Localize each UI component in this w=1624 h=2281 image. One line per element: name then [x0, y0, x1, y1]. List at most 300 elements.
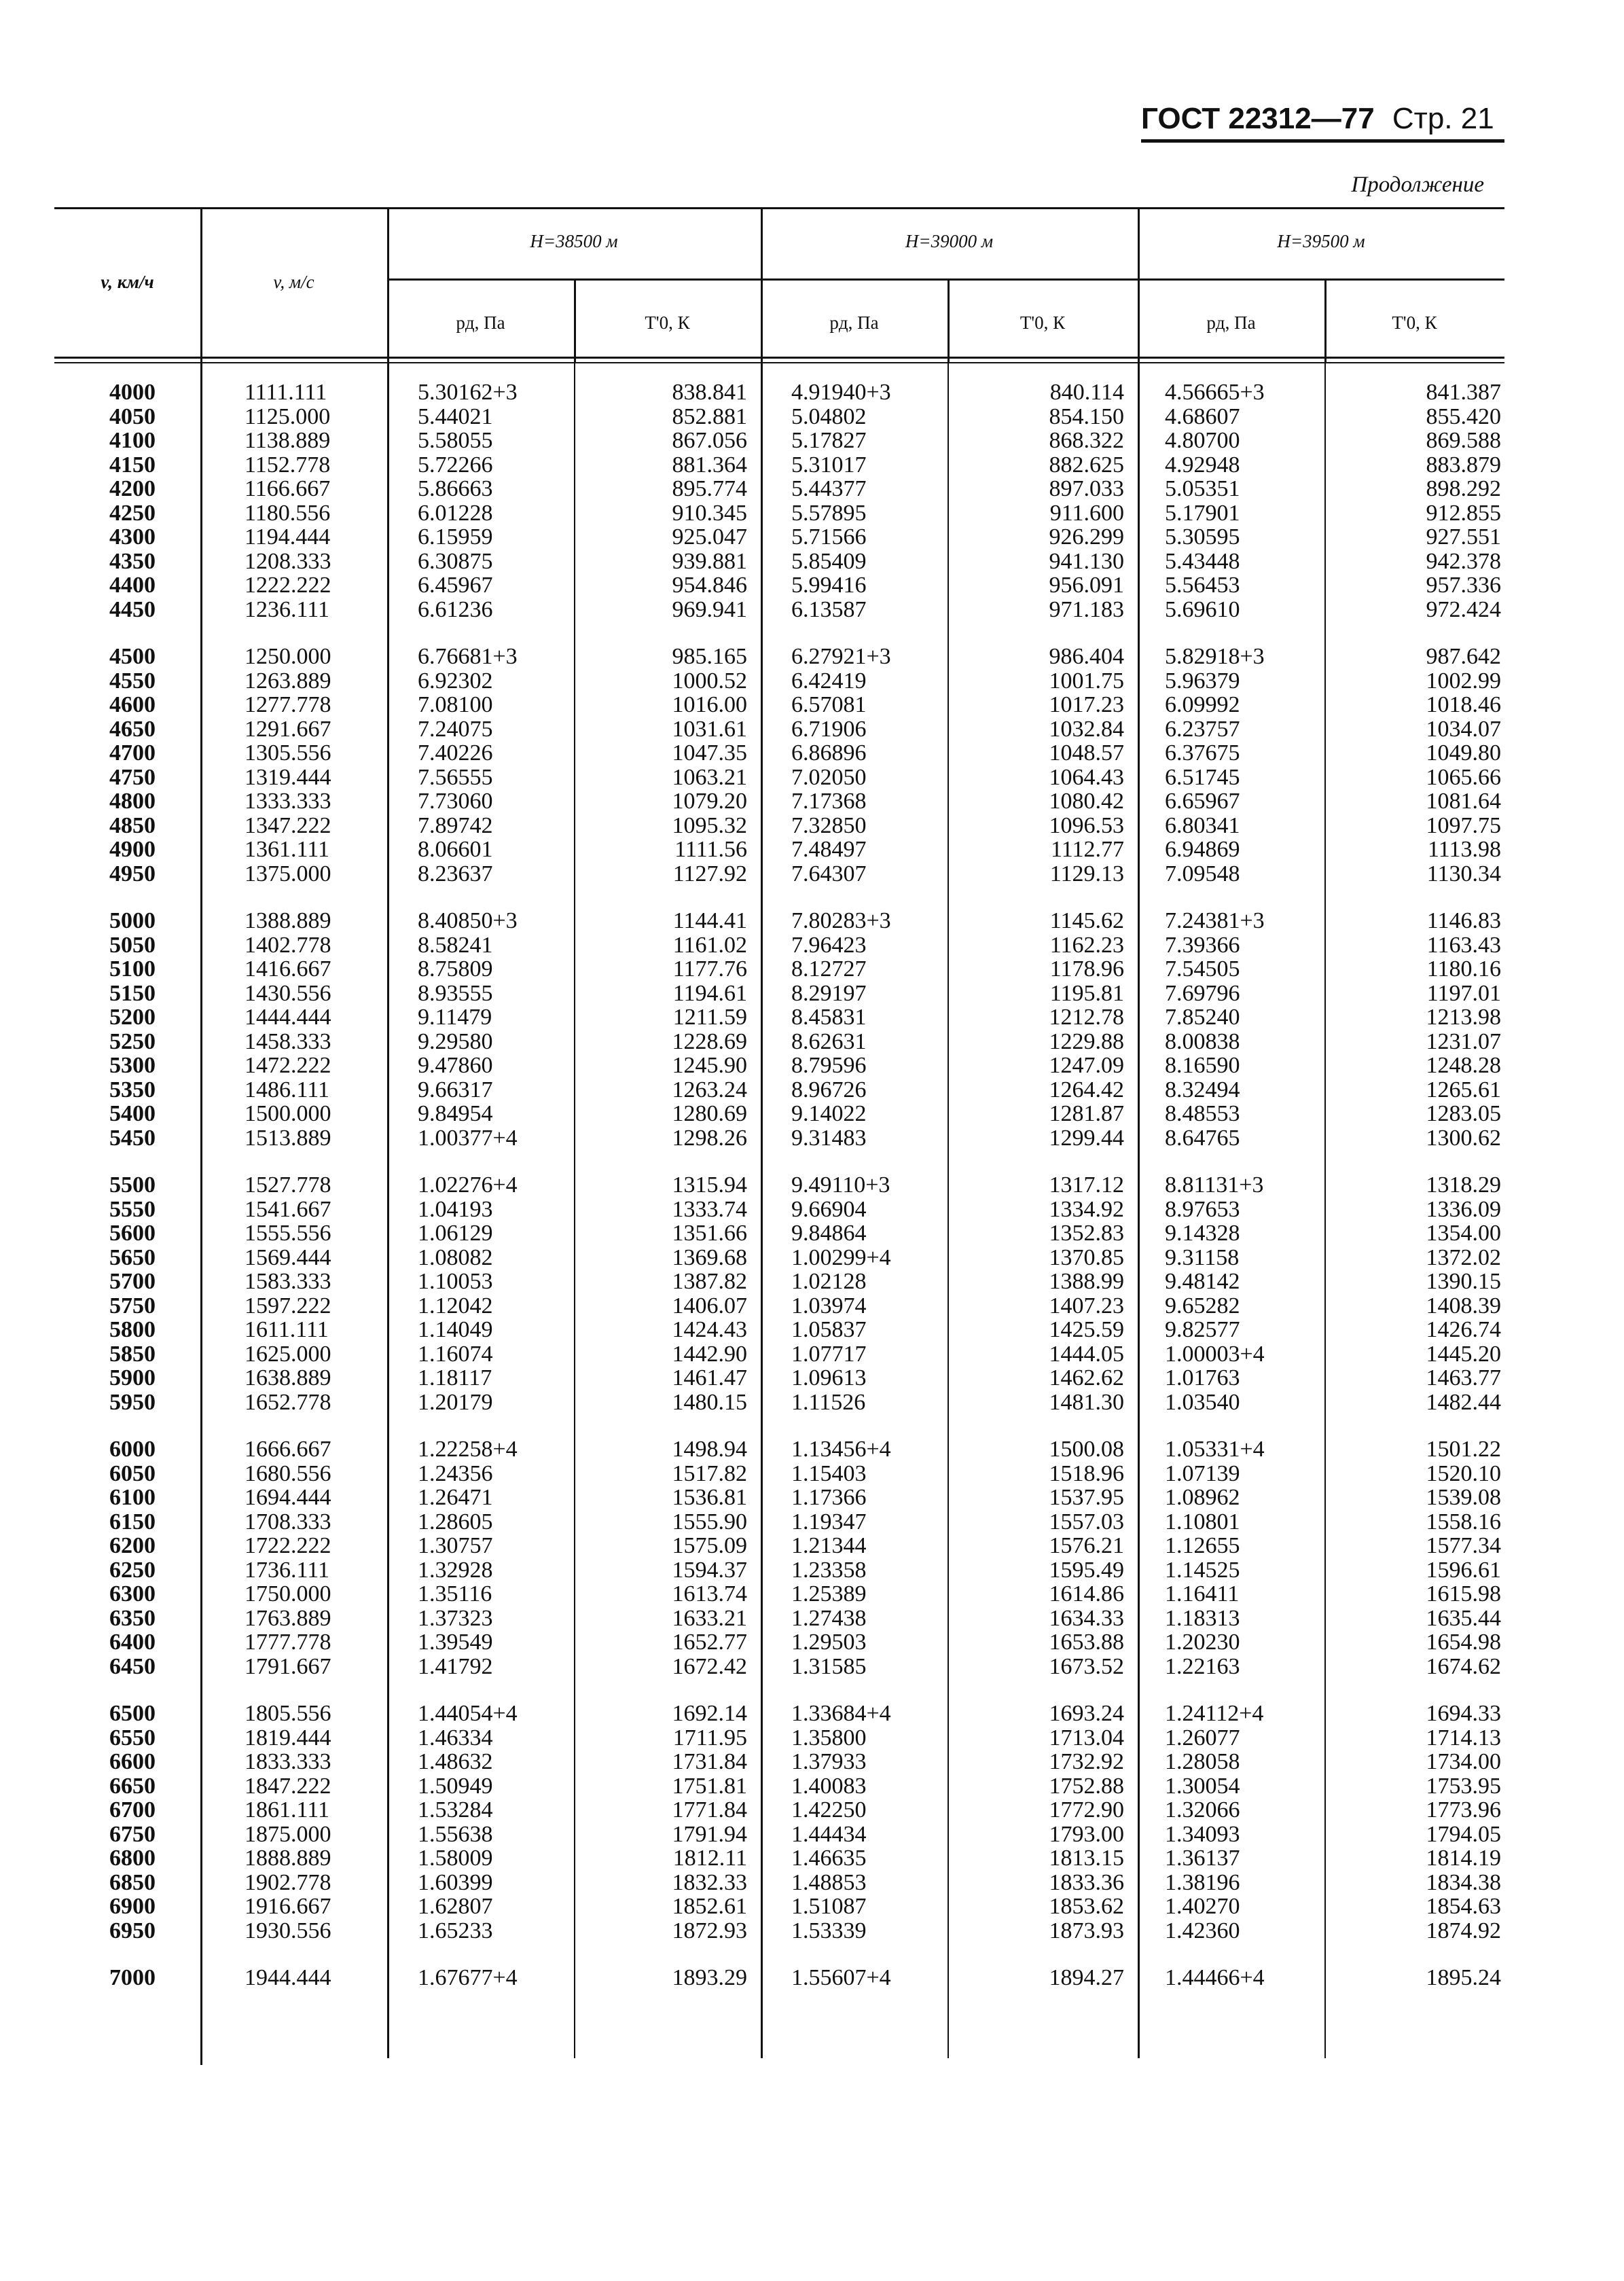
table-cell: 8.81131+3 [1165, 1172, 1264, 1198]
table-cell: 1833.333 [245, 1749, 331, 1774]
table-cell: 1500.08 [1049, 1437, 1124, 1462]
table-cell: 1263.889 [245, 668, 331, 694]
table-cell: 1481.30 [1049, 1389, 1124, 1415]
table-cell: 6.27921+3 [791, 644, 891, 669]
table-cell: 1228.69 [672, 1028, 747, 1054]
table-cell: 1281.87 [1049, 1101, 1124, 1126]
table-cell: 1537.95 [1049, 1485, 1124, 1510]
table-cell: 4.92948 [1165, 452, 1240, 478]
table-cell: 1.25389 [791, 1581, 867, 1606]
table-cell: 6300 [109, 1581, 156, 1606]
table-row [54, 429, 1504, 453]
table-cell: 1594.37 [672, 1557, 747, 1583]
table-cell: 1305.556 [245, 740, 331, 766]
table-cell: 6.57081 [791, 692, 867, 717]
table-cell: 5400 [109, 1101, 156, 1126]
table-cell: 9.66904 [791, 1196, 867, 1222]
table-row [54, 405, 1504, 429]
table-cell: 1245.90 [672, 1053, 747, 1078]
table-cell: 5.58055 [418, 428, 493, 453]
table-cell: 1277.778 [245, 692, 331, 717]
table-cell: 4150 [109, 452, 156, 478]
table-cell: 9.84864 [791, 1221, 867, 1246]
table-cell: 8.45831 [791, 1005, 867, 1030]
table-cell: 9.49110+3 [791, 1172, 890, 1198]
table-cell: 1049.80 [1426, 740, 1501, 766]
table-cell: 8.32494 [1165, 1077, 1240, 1102]
table-cell: 1.00299+4 [791, 1244, 891, 1270]
table-cell: 1333.74 [672, 1196, 747, 1222]
table-cell: 1180.16 [1426, 956, 1501, 982]
table-cell: 6800 [109, 1846, 156, 1871]
table-cell: 6.71906 [791, 716, 867, 742]
table-cell: 1773.96 [1426, 1797, 1501, 1822]
table-cell: 1.00003+4 [1165, 1341, 1265, 1367]
table-cell: 4300 [109, 524, 156, 550]
table-row [54, 550, 1504, 574]
table-cell: 1018.46 [1426, 692, 1501, 717]
table-cell: 855.420 [1426, 403, 1501, 429]
table-row [54, 1966, 1504, 1990]
table-cell: 1177.76 [672, 956, 747, 982]
table-cell: 1300.62 [1426, 1125, 1501, 1151]
table-cell: 1248.28 [1426, 1053, 1501, 1078]
table-cell: 1751.81 [672, 1773, 747, 1799]
table-cell: 1.37323 [418, 1605, 493, 1631]
table-cell: 6850 [109, 1869, 156, 1895]
table-cell: 6200 [109, 1533, 156, 1558]
table-cell: 6.51745 [1165, 764, 1240, 790]
table-cell: 5.82918+3 [1165, 644, 1265, 669]
header-pd-1: pд, Па [456, 312, 505, 333]
table-cell: 1211.59 [672, 1005, 747, 1030]
table-cell: 1674.62 [1426, 1653, 1501, 1679]
table-cell: 1370.85 [1049, 1244, 1124, 1270]
table-cell: 1.28605 [418, 1509, 493, 1534]
table-cell: 1.42360 [1165, 1918, 1240, 1943]
table-cell: 1693.24 [1049, 1701, 1124, 1726]
row-group [54, 645, 1504, 886]
table-cell: 1.01763 [1165, 1365, 1240, 1390]
table-cell: 1.29503 [791, 1630, 867, 1655]
table-cell: 1146.83 [1426, 908, 1501, 933]
table-cell: 1299.44 [1049, 1125, 1124, 1151]
table-cell: 7.24381+3 [1165, 908, 1265, 933]
table-cell: 1575.09 [672, 1533, 747, 1558]
table-cell: 6350 [109, 1605, 156, 1631]
table-cell: 1597.222 [245, 1293, 331, 1318]
table-cell: 939.881 [672, 548, 747, 574]
table-cell: 5.96379 [1165, 668, 1240, 694]
table-cell: 1152.778 [245, 452, 331, 478]
table-cell: 1.44434 [791, 1821, 867, 1847]
table-cell: 1635.44 [1426, 1605, 1501, 1631]
table-cell: 1.35116 [418, 1581, 492, 1606]
table-row [54, 1054, 1504, 1078]
page-number: Стр. 21 [1392, 102, 1494, 135]
table-cell: 1.14049 [418, 1317, 493, 1342]
table-cell: 1.07717 [791, 1341, 867, 1367]
table-cell: 1.30054 [1165, 1773, 1240, 1799]
table-cell: 5.43448 [1165, 548, 1240, 574]
table-cell: 1576.21 [1049, 1533, 1124, 1558]
table-row [54, 1221, 1504, 1246]
table-cell: 5550 [109, 1196, 156, 1222]
table-row [54, 1366, 1504, 1390]
table-cell: 1861.111 [245, 1797, 329, 1822]
table-cell: 1500.000 [245, 1101, 331, 1126]
table-cell: 1.15403 [791, 1460, 867, 1486]
table-cell: 852.881 [672, 403, 747, 429]
table-cell: 4650 [109, 716, 156, 742]
table-cell: 1793.00 [1049, 1821, 1124, 1847]
table-cell: 7.17368 [791, 789, 867, 814]
table-cell: 7.64307 [791, 861, 867, 886]
table-cell: 1834.38 [1426, 1869, 1501, 1895]
table-cell: 1673.52 [1049, 1653, 1124, 1679]
table-cell: 1819.444 [245, 1725, 331, 1750]
table-cell: 5.71566 [791, 524, 867, 550]
table-cell: 9.29580 [418, 1028, 493, 1054]
table-cell: 1430.556 [245, 980, 331, 1006]
table-row [54, 862, 1504, 886]
table-cell: 1264.42 [1049, 1077, 1124, 1102]
table-cell: 1.08082 [418, 1244, 493, 1270]
table-cell: 1194.444 [245, 524, 331, 550]
table-cell: 1145.62 [1049, 908, 1124, 933]
table-cell: 8.58241 [418, 932, 493, 958]
table-cell: 6.65967 [1165, 789, 1240, 814]
table-cell: 1291.667 [245, 716, 331, 742]
table-cell: 6700 [109, 1797, 156, 1822]
table-cell: 1894.27 [1049, 1965, 1124, 1990]
table-cell: 1222.222 [245, 573, 331, 598]
table-cell: 1406.07 [672, 1293, 747, 1318]
table-cell: 5.44377 [791, 476, 867, 501]
table-cell: 1444.444 [245, 1005, 331, 1030]
table-row [54, 1558, 1504, 1583]
table-cell: 1791.667 [245, 1653, 331, 1679]
table-cell: 1875.000 [245, 1821, 331, 1847]
table-cell: 6600 [109, 1749, 156, 1774]
table-cell: 1372.02 [1426, 1244, 1501, 1270]
table-row [54, 1750, 1504, 1774]
table-row [54, 380, 1504, 405]
table-cell: 1611.111 [245, 1317, 329, 1342]
table-cell: 1518.96 [1049, 1460, 1124, 1486]
table-cell: 5600 [109, 1221, 156, 1246]
table-row [54, 1102, 1504, 1126]
table-row [54, 1774, 1504, 1799]
table-cell: 1652.77 [672, 1630, 747, 1655]
table-cell: 1458.333 [245, 1028, 331, 1054]
table-body [54, 380, 1504, 2013]
table-cell: 1.18117 [418, 1365, 492, 1390]
table-cell: 1.65233 [418, 1918, 493, 1943]
table-cell: 1874.92 [1426, 1918, 1501, 1943]
table-cell: 5.04802 [791, 403, 867, 429]
table-cell: 1541.667 [245, 1196, 331, 1222]
table-cell: 1501.22 [1426, 1437, 1501, 1462]
table-cell: 1263.24 [672, 1077, 747, 1102]
table-row [54, 1894, 1504, 1919]
table-cell: 1265.61 [1426, 1077, 1501, 1102]
table-cell: 1.02128 [791, 1269, 867, 1294]
table-cell: 1557.03 [1049, 1509, 1124, 1534]
table-cell: 8.96726 [791, 1077, 867, 1102]
table-cell: 1.55607+4 [791, 1965, 891, 1990]
table-cell: 1666.667 [245, 1437, 331, 1462]
table-cell: 1138.889 [245, 428, 331, 453]
table-cell: 882.625 [1049, 452, 1124, 478]
table-cell: 957.336 [1426, 573, 1501, 598]
table-cell: 1812.11 [672, 1846, 747, 1871]
table-cell: 1895.24 [1426, 1965, 1501, 1990]
header-altitude-39000: H=39000 м [905, 231, 994, 251]
table-cell: 1763.889 [245, 1605, 331, 1631]
table-cell: 8.16590 [1165, 1053, 1240, 1078]
table-cell: 1280.69 [672, 1101, 747, 1126]
table-cell: 1558.16 [1426, 1509, 1501, 1534]
table-cell: 1247.09 [1049, 1053, 1124, 1078]
table-cell: 6.94869 [1165, 837, 1240, 862]
table-cell: 6.42419 [791, 668, 867, 694]
table-row [54, 814, 1504, 838]
table-row [54, 1462, 1504, 1486]
table-cell: 1319.444 [245, 764, 331, 790]
table-row [54, 717, 1504, 742]
table-cell: 1032.84 [1049, 716, 1124, 742]
table-cell: 8.12727 [791, 956, 867, 982]
table-cell: 1.22258+4 [418, 1437, 518, 1462]
table-cell: 6.09992 [1165, 692, 1240, 717]
table-cell: 1.03974 [791, 1293, 867, 1318]
table-cell: 926.299 [1049, 524, 1124, 550]
table-cell: 7.85240 [1165, 1005, 1240, 1030]
table-row [54, 1846, 1504, 1871]
table-cell: 1208.333 [245, 548, 331, 574]
table-cell: 1517.82 [672, 1460, 747, 1486]
table-cell: 1653.88 [1049, 1630, 1124, 1655]
table-cell: 895.774 [672, 476, 747, 501]
table-cell: 1213.98 [1426, 1005, 1501, 1030]
table-row [54, 789, 1504, 814]
table-cell: 1.55638 [418, 1821, 493, 1847]
table-cell: 1063.21 [672, 764, 747, 790]
table-cell: 9.14022 [791, 1101, 867, 1126]
table-cell: 7.32850 [791, 812, 867, 838]
table-row [54, 573, 1504, 598]
header-pd-3: pд, Па [1206, 312, 1256, 333]
table-cell: 1.40083 [791, 1773, 867, 1799]
table-cell: 911.600 [1049, 500, 1124, 526]
table-cell: 1.46334 [418, 1725, 493, 1750]
table-cell: 969.941 [672, 596, 747, 622]
table-cell: 4450 [109, 596, 156, 622]
table-cell: 1634.33 [1049, 1605, 1124, 1631]
table-cell: 1034.07 [1426, 716, 1501, 742]
header-t0-3: T'0, К [1392, 312, 1437, 333]
table-cell: 1113.98 [1428, 837, 1501, 862]
table-cell: 1462.62 [1049, 1365, 1124, 1390]
table-cell: 1680.556 [245, 1460, 331, 1486]
table-cell: 1163.43 [1426, 932, 1501, 958]
table-cell: 1388.889 [245, 908, 331, 933]
header-v-ms: v, м/с [273, 272, 314, 292]
table-cell: 1805.556 [245, 1701, 331, 1726]
table-cell: 1.62807 [418, 1894, 493, 1919]
table-cell: 1.11526 [791, 1389, 866, 1415]
header-altitude-38500: H=38500 м [530, 231, 618, 251]
table-cell: 1833.36 [1049, 1869, 1124, 1895]
table-row [54, 525, 1504, 550]
table-cell: 9.84954 [418, 1101, 493, 1126]
table-cell: 1229.88 [1049, 1028, 1124, 1054]
header-altitude-39500: H=39500 м [1277, 231, 1365, 251]
table-cell: 1.26077 [1165, 1725, 1240, 1750]
table-cell: 1614.86 [1049, 1581, 1124, 1606]
table-cell: 6.86896 [791, 740, 867, 766]
table-cell: 1.34093 [1165, 1821, 1240, 1847]
table-cell: 1.60399 [418, 1869, 493, 1895]
table-cell: 1361.111 [245, 837, 329, 862]
row-group [54, 1702, 1504, 1943]
table-cell: 1520.10 [1426, 1460, 1501, 1486]
table-row [54, 645, 1504, 669]
table-cell: 881.364 [672, 452, 747, 478]
table-cell: 1.53339 [791, 1918, 867, 1943]
table-cell: 1031.61 [672, 716, 747, 742]
table-cell: 1388.99 [1049, 1269, 1124, 1294]
table-cell: 1197.01 [1426, 980, 1501, 1006]
table-cell: 1424.43 [672, 1317, 747, 1342]
table-cell: 4100 [109, 428, 156, 453]
table-cell: 4550 [109, 668, 156, 694]
table-cell: 1.32066 [1165, 1797, 1240, 1822]
table-cell: 1079.20 [672, 789, 747, 814]
table-cell: 1162.23 [1049, 932, 1124, 958]
table-cell: 1.32928 [418, 1557, 493, 1583]
table-cell: 4700 [109, 740, 156, 766]
table-row [54, 1510, 1504, 1534]
table-cell: 1065.66 [1426, 764, 1501, 790]
row-group [54, 1437, 1504, 1678]
table-cell: 1750.000 [245, 1581, 331, 1606]
table-row [54, 1606, 1504, 1631]
table-cell: 1.51087 [791, 1894, 867, 1919]
table-cell: 5200 [109, 1005, 156, 1030]
table-cell: 1794.05 [1426, 1821, 1501, 1847]
table-cell: 1752.88 [1049, 1773, 1124, 1799]
table-cell: 7000 [109, 1965, 156, 1990]
table-cell: 1595.49 [1049, 1557, 1124, 1583]
table-cell: 9.14328 [1165, 1221, 1240, 1246]
table-cell: 1354.00 [1426, 1221, 1501, 1246]
table-cell: 1692.14 [672, 1701, 747, 1726]
table-cell: 1633.21 [672, 1605, 747, 1631]
table-cell: 7.96423 [791, 932, 867, 958]
table-cell: 1.07139 [1165, 1460, 1240, 1486]
table-cell: 9.65282 [1165, 1293, 1240, 1318]
table-cell: 1527.778 [245, 1172, 331, 1198]
table-header [54, 207, 1504, 365]
table-cell: 841.387 [1426, 380, 1501, 405]
standard-number: ГОСТ 22312—77 [1141, 102, 1375, 135]
table-cell: 1.24112+4 [1165, 1701, 1264, 1726]
table-cell: 1000.52 [672, 668, 747, 694]
row-group [54, 1966, 1504, 1990]
table-cell: 898.292 [1426, 476, 1501, 501]
table-cell: 5350 [109, 1077, 156, 1102]
table-row [54, 1198, 1504, 1222]
table-cell: 5.30595 [1165, 524, 1240, 550]
table-cell: 1407.23 [1049, 1293, 1124, 1318]
table-cell: 8.62631 [791, 1028, 867, 1054]
table-cell: 5250 [109, 1028, 156, 1054]
table-cell: 1893.29 [672, 1965, 747, 1990]
table-cell: 1.30757 [418, 1533, 493, 1558]
table-row [54, 1582, 1504, 1606]
table-cell: 1144.41 [672, 908, 747, 933]
table-cell: 5950 [109, 1389, 156, 1415]
table-cell: 1369.68 [672, 1244, 747, 1270]
table-cell: 1577.34 [1426, 1533, 1501, 1558]
table-cell: 4600 [109, 692, 156, 717]
table-row [54, 1798, 1504, 1822]
table-cell: 954.846 [672, 573, 747, 598]
table-cell: 5.57895 [791, 500, 867, 526]
table-cell: 1.05331+4 [1165, 1437, 1265, 1462]
table-cell: 4800 [109, 789, 156, 814]
table-cell: 4050 [109, 403, 156, 429]
table-cell: 1444.05 [1049, 1341, 1124, 1367]
table-cell: 1334.92 [1049, 1196, 1124, 1222]
table-cell: 942.378 [1426, 548, 1501, 574]
table-cell: 1.05837 [791, 1317, 867, 1342]
table-cell: 1.28058 [1165, 1749, 1240, 1774]
table-cell: 4.56665+3 [1165, 380, 1265, 405]
table-cell: 5.85409 [791, 548, 867, 574]
table-cell: 1944.444 [245, 1965, 331, 1990]
table-row [54, 693, 1504, 717]
table-cell: 1129.13 [1049, 861, 1124, 886]
table-cell: 9.66317 [418, 1077, 493, 1102]
table-cell: 1402.778 [245, 932, 331, 958]
table-cell: 1.53284 [418, 1797, 493, 1822]
table-cell: 1.24356 [418, 1460, 493, 1486]
table-cell: 5100 [109, 956, 156, 982]
table-cell: 1048.57 [1049, 740, 1124, 766]
table-cell: 1.16074 [418, 1341, 493, 1367]
table-cell: 5.99416 [791, 573, 867, 598]
table-cell: 1472.222 [245, 1053, 331, 1078]
table-cell: 972.424 [1426, 596, 1501, 622]
table-cell: 1463.77 [1426, 1365, 1501, 1390]
table-cell: 8.93555 [418, 980, 493, 1006]
table-cell: 6150 [109, 1509, 156, 1534]
table-cell: 1.35800 [791, 1725, 867, 1750]
table-cell: 1753.95 [1426, 1773, 1501, 1799]
table-cell: 1638.889 [245, 1365, 331, 1390]
table-cell: 986.404 [1049, 644, 1124, 669]
table-cell: 1.08962 [1165, 1485, 1240, 1510]
table-cell: 1.20179 [418, 1389, 493, 1415]
table-cell: 5.69610 [1165, 596, 1240, 622]
table-cell: 6.23757 [1165, 716, 1240, 742]
header-rule [1141, 139, 1504, 143]
table-cell: 1852.61 [672, 1894, 747, 1919]
table-cell: 1.48853 [791, 1869, 867, 1895]
